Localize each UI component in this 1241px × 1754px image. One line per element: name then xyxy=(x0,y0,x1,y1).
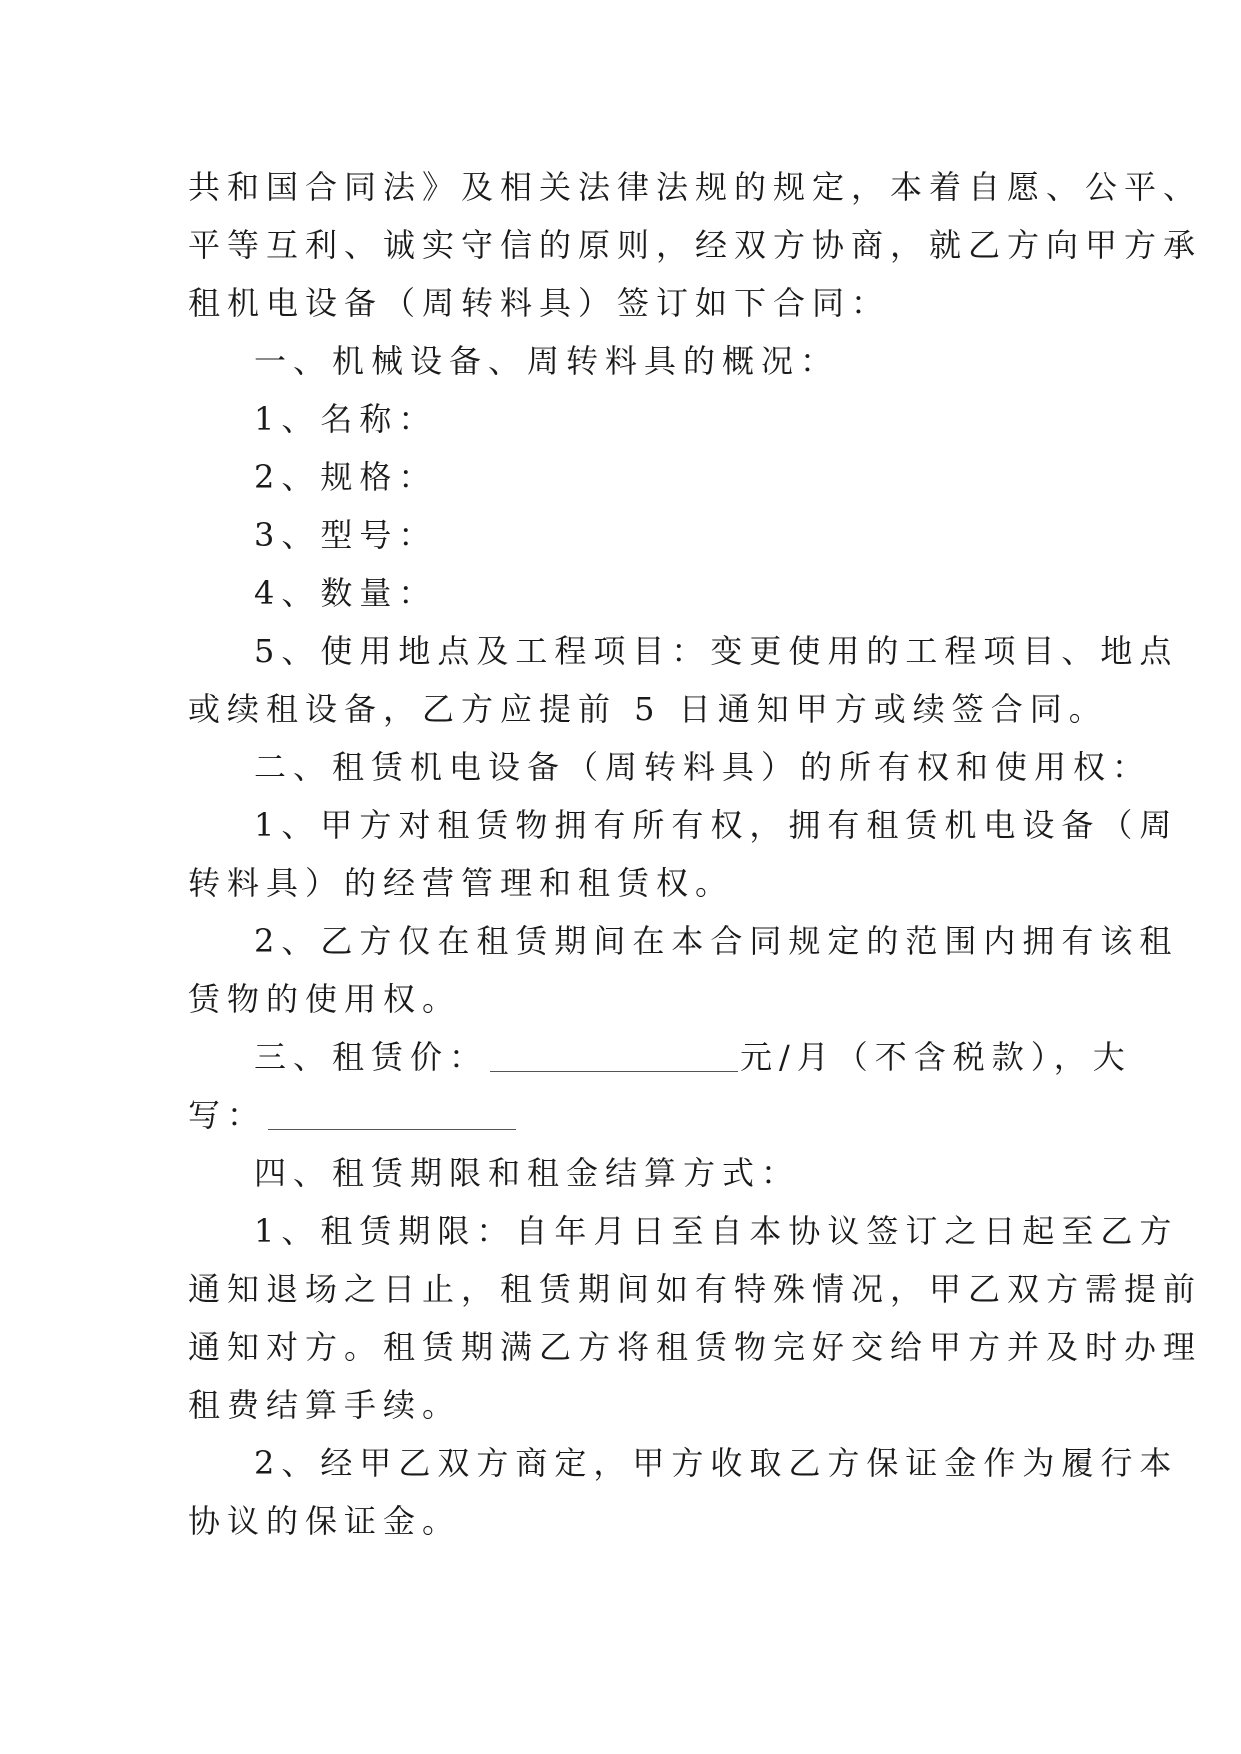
paragraph-line: 协议的保证金。 xyxy=(188,1502,462,1540)
paragraph-line: 租机电设备（周转料具）签订如下合同： xyxy=(188,284,891,322)
rent-price-unit: 元/月（不含税款），大 xyxy=(740,1038,1132,1076)
paragraph-line: 1、租赁期限：自年月日至自本协议签订之日起至乙方 xyxy=(254,1212,1179,1250)
paragraph-line: 租费结算手续。 xyxy=(188,1386,462,1424)
paragraph-line: 赁物的使用权。 xyxy=(188,980,462,1018)
paragraph-line: 或续租设备，乙方应提前 5 日通知甲方或续签合同。 xyxy=(188,690,1108,728)
rent-price-label: 三、租赁价： xyxy=(254,1038,489,1076)
paragraph-line: 共和国合同法》及相关法律法规的规定，本着自愿、公平、 xyxy=(188,168,1203,206)
paragraph-line: 3、型号： xyxy=(254,516,438,554)
document-page xyxy=(188,158,1203,1550)
paragraph-line: 一、机械设备、周转料具的概况： xyxy=(254,342,840,380)
paragraph-line: 4、数量： xyxy=(254,574,438,612)
paragraph-line: 1、名称： xyxy=(254,400,438,438)
paragraph-line: 平等互利、诚实守信的原则，经双方协商，就乙方向甲方承 xyxy=(188,226,1203,264)
rent-price-capital-label: 写： xyxy=(188,1096,267,1134)
paragraph-line: 2、经甲乙双方商定，甲方收取乙方保证金作为履行本 xyxy=(254,1444,1179,1482)
paragraph-line: 2、乙方仅在租赁期间在本合同规定的范围内拥有该租 xyxy=(254,922,1179,960)
paragraph-line: 通知对方。租赁期满乙方将租赁物完好交给甲方并及时办理 xyxy=(188,1328,1203,1366)
paragraph-line: 2、规格： xyxy=(254,458,438,496)
rent-price-capital-line xyxy=(188,1086,1068,1144)
contract-body-part1 xyxy=(188,158,1203,1028)
rent-price-line xyxy=(188,1028,1132,1086)
paragraph-line: 转料具）的经营管理和租赁权。 xyxy=(188,864,735,902)
paragraph-line: 通知退场之日止，租赁期间如有特殊情况，甲乙双方需提前 xyxy=(188,1270,1203,1308)
paragraph-line: 1、甲方对租赁物拥有所有权，拥有租赁机电设备（周 xyxy=(254,806,1179,844)
rent-price-blank[interactable] xyxy=(490,1041,738,1072)
paragraph-line: 5、使用地点及工程项目：变更使用的工程项目、地点 xyxy=(254,632,1179,670)
paragraph-line: 二、租赁机电设备（周转料具）的所有权和使用权： xyxy=(254,748,1152,786)
rent-price-capital-blank[interactable] xyxy=(268,1099,516,1130)
contract-body-part2 xyxy=(188,1144,1203,1550)
paragraph-line: 四、租赁期限和租金结算方式： xyxy=(254,1154,801,1192)
